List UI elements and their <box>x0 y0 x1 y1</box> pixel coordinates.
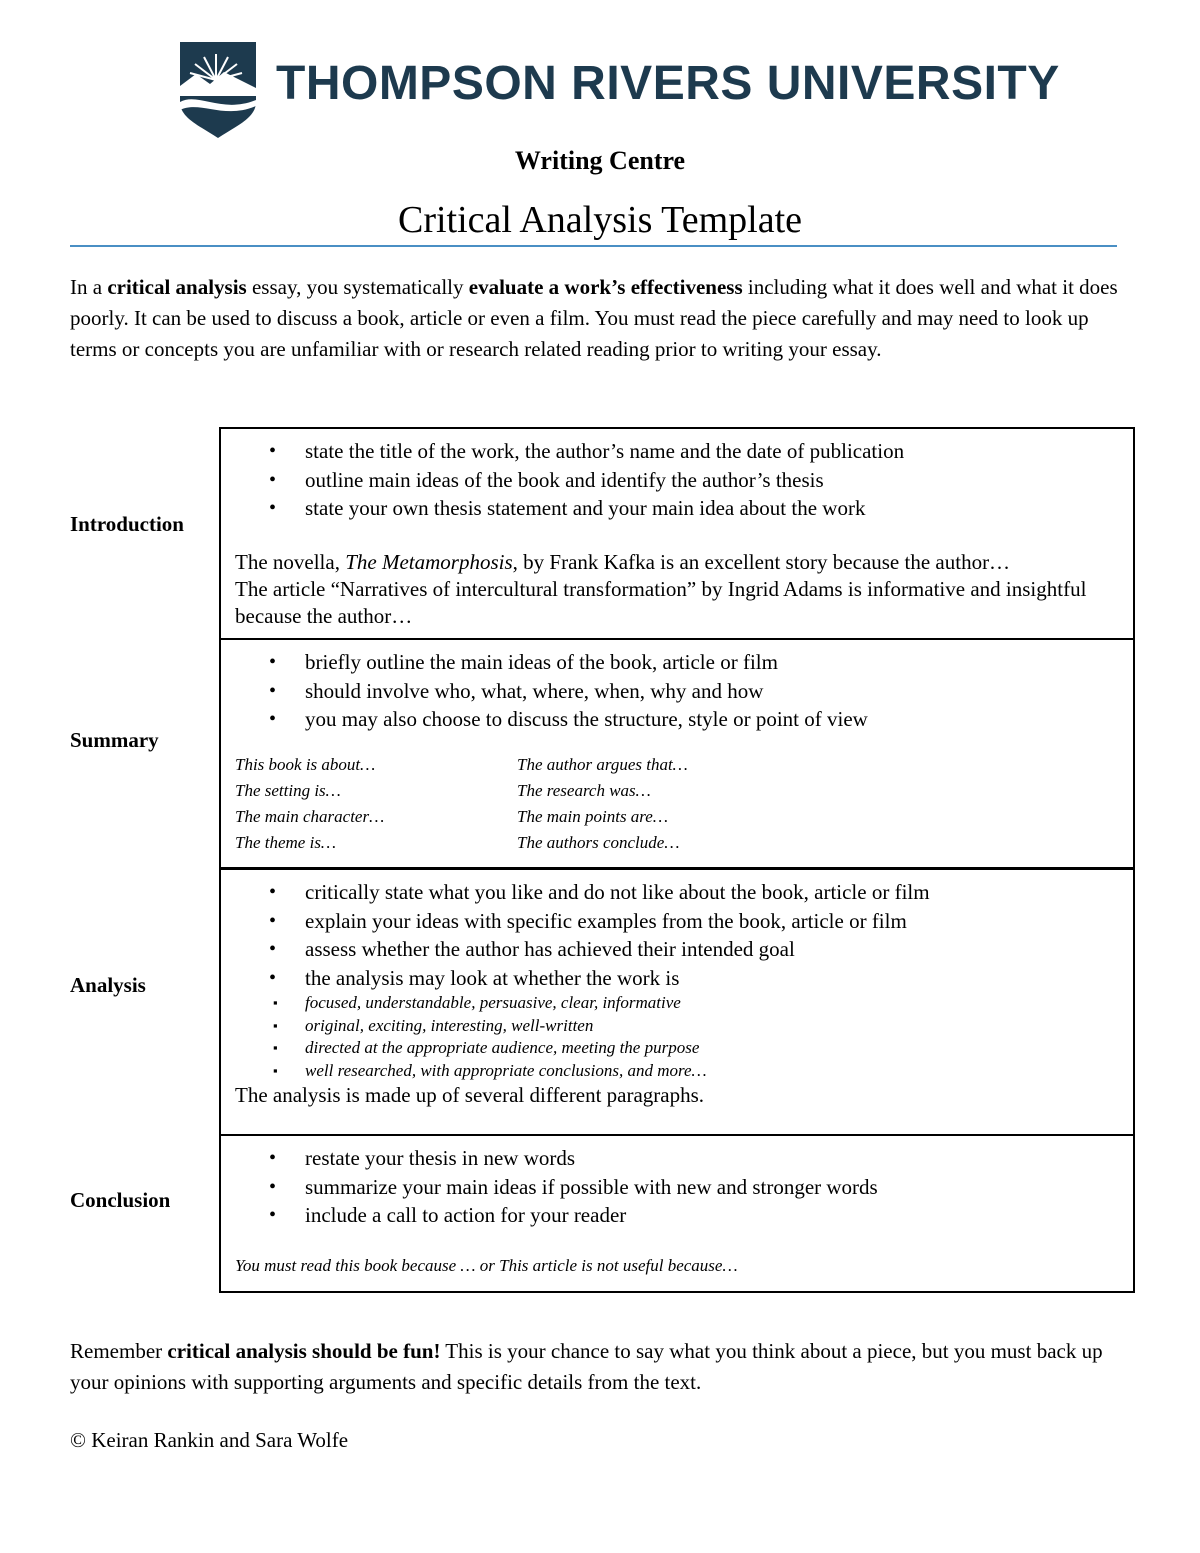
list-item: • assess whether the author has achieved their intended goal <box>305 935 1119 964</box>
summary-bullets <box>235 648 1119 734</box>
section-label-analysis: Analysis <box>70 973 146 997</box>
university-header <box>0 38 1200 143</box>
list-item: • should involve who, what, where, when, why and how <box>305 677 1119 706</box>
analysis-criteria <box>235 992 1119 1082</box>
list-item: • briefly outline the main ideas of the book, article or film <box>305 648 1119 677</box>
section-label-introduction: Introduction <box>70 512 184 536</box>
list-item: ▪ focused, understandable, persuasive, clear, informative <box>305 992 1119 1015</box>
sentence-starter: The theme is… <box>235 832 337 852</box>
list-item: • state the title of the work, the author’s name and the date of publication <box>305 437 1119 466</box>
tru-crest-icon <box>176 40 260 140</box>
introduction-bullets <box>235 437 1119 523</box>
sentence-starter: The setting is… <box>235 780 341 800</box>
list-item: ▪ directed at the appropriate audience, meeting the purpose <box>305 1037 1119 1060</box>
list-item: • summarize your main ideas if possible with new and stronger words <box>305 1173 1119 1202</box>
list-item: • state your own thesis statement and your main idea about the work <box>305 494 1119 523</box>
conclusion-bullets <box>235 1144 1119 1230</box>
conclusion-box <box>219 1134 1135 1293</box>
sentence-starter: The authors conclude… <box>517 832 680 852</box>
sentence-starter: The main points are… <box>517 806 668 826</box>
list-item: ▪ well researched, with appropriate conclusions, and more… <box>305 1060 1119 1083</box>
list-item: • outline main ideas of the book and identify the author’s thesis <box>305 466 1119 495</box>
list-item: • restate your thesis in new words <box>305 1144 1119 1173</box>
copyright-notice: © Keiran Rankin and Sara Wolfe <box>70 1428 349 1452</box>
list-item: • include a call to action for your reader <box>305 1201 1119 1230</box>
analysis-box <box>219 868 1135 1136</box>
introduction-example-1: The novella, The Metamorphosis, by Frank Kafka is an excellent story because the author… <box>235 549 1011 574</box>
list-item: • explain your ideas with specific examples from the book, article or film <box>305 907 1119 936</box>
university-logo-text: THOMPSON RIVERS UNIVERSITY <box>276 57 1060 110</box>
section-label-summary: Summary <box>70 728 159 752</box>
introduction-box <box>219 427 1135 640</box>
sentence-starter: The main character… <box>235 806 385 826</box>
intro-paragraph: In a critical analysis essay, you systematically evaluate a work’s effectiveness including what it does well and what it does poorly. It can be used to discuss a book, article or even a film. You must read the piece carefully and may need to look up terms or concepts you are unfamiliar with or research related reading prior to writing your essay. <box>70 275 1118 361</box>
list-item: ▪ original, exciting, interesting, well-written <box>305 1015 1119 1038</box>
page-title: Critical Analysis Template <box>397 199 802 241</box>
analysis-note: The analysis is made up of several different paragraphs. <box>235 1083 705 1107</box>
list-item: • the analysis may look at whether the work is <box>305 964 1119 993</box>
summary-box <box>219 638 1135 869</box>
list-item: • you may also choose to discuss the structure, style or point of view <box>305 705 1119 734</box>
closing-paragraph: Remember critical analysis should be fun! This is your chance to say what you think about a piece, but you must back up your opinions with supporting arguments and specific details from the text. <box>70 1339 1103 1394</box>
title-divider <box>70 245 1117 247</box>
introduction-example-2: The article “Narratives of intercultural transformation” by Ingrid Adams is informative and insightful because the author… <box>235 576 1087 628</box>
sentence-starter: This book is about… <box>235 754 376 774</box>
sentence-starter: The research was… <box>517 780 651 800</box>
analysis-bullets <box>235 878 1119 992</box>
conclusion-example: You must read this book because … or This article is not useful because… <box>235 1255 738 1275</box>
list-item: • critically state what you like and do not like about the book, article or film <box>305 878 1119 907</box>
section-label-conclusion: Conclusion <box>70 1188 171 1212</box>
sentence-starter: The author argues that… <box>517 754 688 774</box>
summary-sentence-starters <box>235 752 1119 856</box>
department-title: Writing Centre <box>514 146 686 175</box>
